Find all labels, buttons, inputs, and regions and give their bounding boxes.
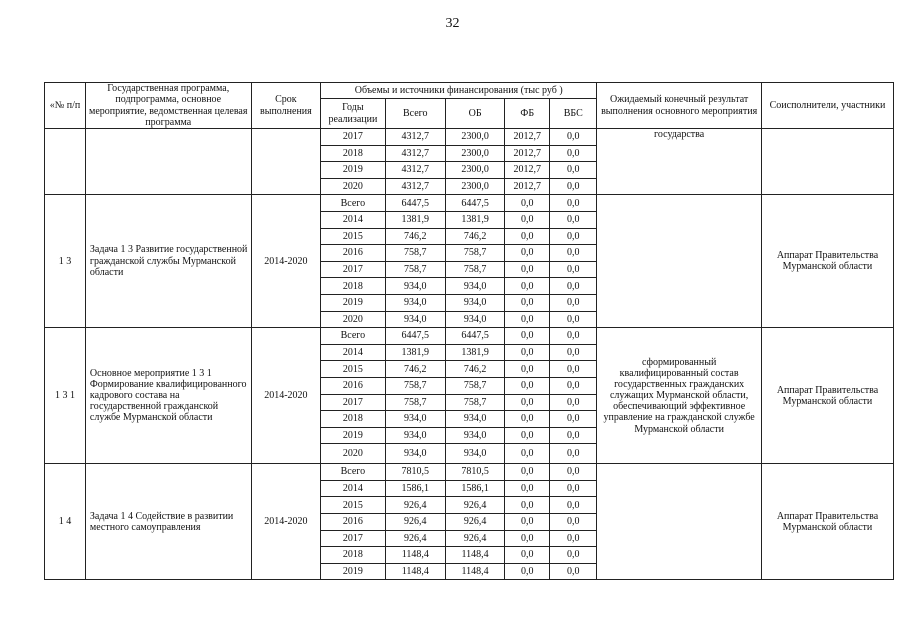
cell-total: 926,4 [385, 530, 445, 547]
section-result [597, 195, 762, 328]
cell-fb: 0,0 [505, 514, 550, 531]
cell-year: 2018 [321, 547, 385, 564]
section-term: 2014-2020 [251, 328, 321, 464]
cell-ob: 2300,0 [445, 178, 504, 195]
cell-year: 2016 [321, 245, 385, 262]
cell-fb: 2012,7 [505, 129, 550, 146]
cell-ob: 934,0 [445, 311, 504, 328]
cell-year: 2019 [321, 563, 385, 580]
cell-ob: 758,7 [445, 394, 504, 411]
cell-ob: 758,7 [445, 377, 504, 394]
cell-ob: 2300,0 [445, 145, 504, 162]
cell-vbs: 0,0 [550, 195, 597, 212]
cell-vbs: 0,0 [550, 311, 597, 328]
section-term: 2014-2020 [251, 464, 321, 580]
cell-fb: 0,0 [505, 411, 550, 428]
cell-ob: 758,7 [445, 261, 504, 278]
section-result: сформированный квалифицированный состав государственных гражданских служащих Мурманской области, обеспечивающий эффективное управление на гражданской службе Мурманской области [597, 328, 762, 464]
cell-ob: 1381,9 [445, 344, 504, 361]
cell-vbs: 0,0 [550, 464, 597, 481]
cell-fb: 0,0 [505, 394, 550, 411]
section-name [85, 129, 251, 195]
cell-ob: 934,0 [445, 294, 504, 311]
section-term [251, 129, 321, 195]
cell-ob: 2300,0 [445, 129, 504, 146]
cell-fb: 0,0 [505, 311, 550, 328]
cell-fb: 0,0 [505, 547, 550, 564]
cell-total: 1381,9 [385, 211, 445, 228]
cell-fb: 0,0 [505, 427, 550, 444]
cell-total: 926,4 [385, 514, 445, 531]
cell-fb: 0,0 [505, 211, 550, 228]
cell-fb: 0,0 [505, 294, 550, 311]
cell-ob: 934,0 [445, 411, 504, 428]
table-body [45, 129, 894, 580]
section-no [45, 129, 86, 195]
section-participants: Аппарат Правительства Мурманской области [761, 464, 893, 580]
cell-fb: 0,0 [505, 261, 550, 278]
cell-total: 1586,1 [385, 480, 445, 497]
cell-ob: 926,4 [445, 514, 504, 531]
cell-vbs: 0,0 [550, 480, 597, 497]
cell-year: 2018 [321, 145, 385, 162]
header-funding: Объемы и источники финансирования (тыс руб ) [321, 83, 597, 99]
cell-year: 2018 [321, 411, 385, 428]
cell-year: 2015 [321, 361, 385, 378]
cell-vbs: 0,0 [550, 245, 597, 262]
section-name: Задача 1 4 Содействие в развитии местного самоуправления [85, 464, 251, 580]
cell-ob: 934,0 [445, 444, 504, 464]
cell-vbs: 0,0 [550, 129, 597, 146]
cell-fb: 2012,7 [505, 162, 550, 179]
table-row [45, 464, 894, 481]
header-total: Всего [385, 99, 445, 129]
header-participants: Соисполнители, участники [761, 83, 893, 129]
cell-vbs: 0,0 [550, 228, 597, 245]
header-no: «№ п/п [45, 83, 86, 129]
cell-year: 2016 [321, 377, 385, 394]
cell-vbs: 0,0 [550, 162, 597, 179]
cell-vbs: 0,0 [550, 278, 597, 295]
cell-year: 2019 [321, 162, 385, 179]
cell-total: 934,0 [385, 311, 445, 328]
table-row [45, 129, 894, 146]
cell-ob: 2300,0 [445, 162, 504, 179]
cell-fb: 0,0 [505, 563, 550, 580]
cell-vbs: 0,0 [550, 178, 597, 195]
cell-year: Всего [321, 195, 385, 212]
cell-year: Всего [321, 328, 385, 345]
cell-total: 1381,9 [385, 344, 445, 361]
cell-vbs: 0,0 [550, 394, 597, 411]
cell-vbs: 0,0 [550, 294, 597, 311]
cell-year: Всего [321, 464, 385, 481]
cell-fb: 0,0 [505, 361, 550, 378]
cell-total: 7810,5 [385, 464, 445, 481]
cell-fb: 0,0 [505, 344, 550, 361]
cell-year: 2017 [321, 129, 385, 146]
cell-ob: 1586,1 [445, 480, 504, 497]
cell-vbs: 0,0 [550, 344, 597, 361]
cell-vbs: 0,0 [550, 514, 597, 531]
cell-ob: 934,0 [445, 427, 504, 444]
cell-fb: 0,0 [505, 480, 550, 497]
cell-ob: 926,4 [445, 530, 504, 547]
header-fb: ФБ [505, 99, 550, 129]
cell-vbs: 0,0 [550, 377, 597, 394]
cell-year: 2018 [321, 278, 385, 295]
section-result: государства [597, 129, 762, 195]
cell-total: 926,4 [385, 497, 445, 514]
cell-vbs: 0,0 [550, 427, 597, 444]
cell-total: 1148,4 [385, 547, 445, 564]
cell-total: 758,7 [385, 394, 445, 411]
section-result [597, 464, 762, 580]
cell-year: 2020 [321, 311, 385, 328]
cell-year: 2015 [321, 228, 385, 245]
header-ob: ОБ [445, 99, 504, 129]
section-no: 1 3 1 [45, 328, 86, 464]
table-row [45, 195, 894, 212]
cell-vbs: 0,0 [550, 361, 597, 378]
cell-year: 2014 [321, 344, 385, 361]
cell-fb: 0,0 [505, 377, 550, 394]
cell-total: 934,0 [385, 278, 445, 295]
cell-ob: 926,4 [445, 497, 504, 514]
header-program: Государственная программа, подпрограмма, основное мероприятие, ведомственная целевая программа [85, 83, 251, 129]
cell-total: 6447,5 [385, 328, 445, 345]
program-table [44, 82, 894, 580]
header-vbs: ВБС [550, 99, 597, 129]
cell-total: 4312,7 [385, 162, 445, 179]
cell-year: 2015 [321, 497, 385, 514]
cell-fb: 0,0 [505, 328, 550, 345]
section-participants: Аппарат Правительства Мурманской области [761, 328, 893, 464]
cell-year: 2017 [321, 261, 385, 278]
cell-vbs: 0,0 [550, 411, 597, 428]
header-result: Ожидаемый конечный результат выполнения основного мероприятия [597, 83, 762, 129]
cell-total: 758,7 [385, 245, 445, 262]
section-name: Основное мероприятие 1 3 1 Формирование квалифицированного кадрового состава на государственной гражданской службе Мурманской области [85, 328, 251, 464]
cell-ob: 6447,5 [445, 328, 504, 345]
cell-year: 2020 [321, 444, 385, 464]
cell-total: 1148,4 [385, 563, 445, 580]
cell-vbs: 0,0 [550, 145, 597, 162]
cell-total: 746,2 [385, 361, 445, 378]
cell-vbs: 0,0 [550, 211, 597, 228]
cell-year: 2014 [321, 211, 385, 228]
cell-vbs: 0,0 [550, 497, 597, 514]
cell-fb: 0,0 [505, 245, 550, 262]
section-participants: Аппарат Правительства Мурманской области [761, 195, 893, 328]
cell-total: 934,0 [385, 411, 445, 428]
cell-year: 2016 [321, 514, 385, 531]
cell-total: 934,0 [385, 427, 445, 444]
cell-ob: 6447,5 [445, 195, 504, 212]
cell-fb: 0,0 [505, 195, 550, 212]
cell-fb: 0,0 [505, 464, 550, 481]
cell-vbs: 0,0 [550, 547, 597, 564]
cell-year: 2019 [321, 294, 385, 311]
cell-year: 2017 [321, 394, 385, 411]
cell-ob: 746,2 [445, 361, 504, 378]
header-years: Годы реализации [321, 99, 385, 129]
section-no: 1 4 [45, 464, 86, 580]
cell-vbs: 0,0 [550, 563, 597, 580]
cell-vbs: 0,0 [550, 328, 597, 345]
cell-vbs: 0,0 [550, 261, 597, 278]
cell-vbs: 0,0 [550, 444, 597, 464]
cell-ob: 934,0 [445, 278, 504, 295]
cell-year: 2019 [321, 427, 385, 444]
cell-fb: 0,0 [505, 530, 550, 547]
cell-ob: 1381,9 [445, 211, 504, 228]
cell-year: 2014 [321, 480, 385, 497]
cell-fb: 0,0 [505, 444, 550, 464]
section-participants [761, 129, 893, 195]
cell-ob: 746,2 [445, 228, 504, 245]
cell-vbs: 0,0 [550, 530, 597, 547]
cell-total: 4312,7 [385, 145, 445, 162]
cell-ob: 1148,4 [445, 547, 504, 564]
cell-ob: 1148,4 [445, 563, 504, 580]
section-term: 2014-2020 [251, 195, 321, 328]
cell-total: 934,0 [385, 294, 445, 311]
cell-year: 2020 [321, 178, 385, 195]
cell-total: 746,2 [385, 228, 445, 245]
cell-fb: 0,0 [505, 497, 550, 514]
cell-fb: 2012,7 [505, 145, 550, 162]
cell-ob: 758,7 [445, 245, 504, 262]
table-row [45, 328, 894, 345]
cell-fb: 0,0 [505, 228, 550, 245]
section-no: 1 3 [45, 195, 86, 328]
cell-total: 4312,7 [385, 129, 445, 146]
cell-total: 934,0 [385, 444, 445, 464]
page-number: 32 [445, 16, 460, 31]
cell-year: 2017 [321, 530, 385, 547]
header-term: Срок выполнения [251, 83, 321, 129]
section-name: Задача 1 3 Развитие государственной гражданской службы Мурманской области [85, 195, 251, 328]
cell-fb: 0,0 [505, 278, 550, 295]
cell-fb: 2012,7 [505, 178, 550, 195]
cell-total: 4312,7 [385, 178, 445, 195]
cell-total: 758,7 [385, 261, 445, 278]
cell-ob: 7810,5 [445, 464, 504, 481]
cell-total: 6447,5 [385, 195, 445, 212]
cell-total: 758,7 [385, 377, 445, 394]
